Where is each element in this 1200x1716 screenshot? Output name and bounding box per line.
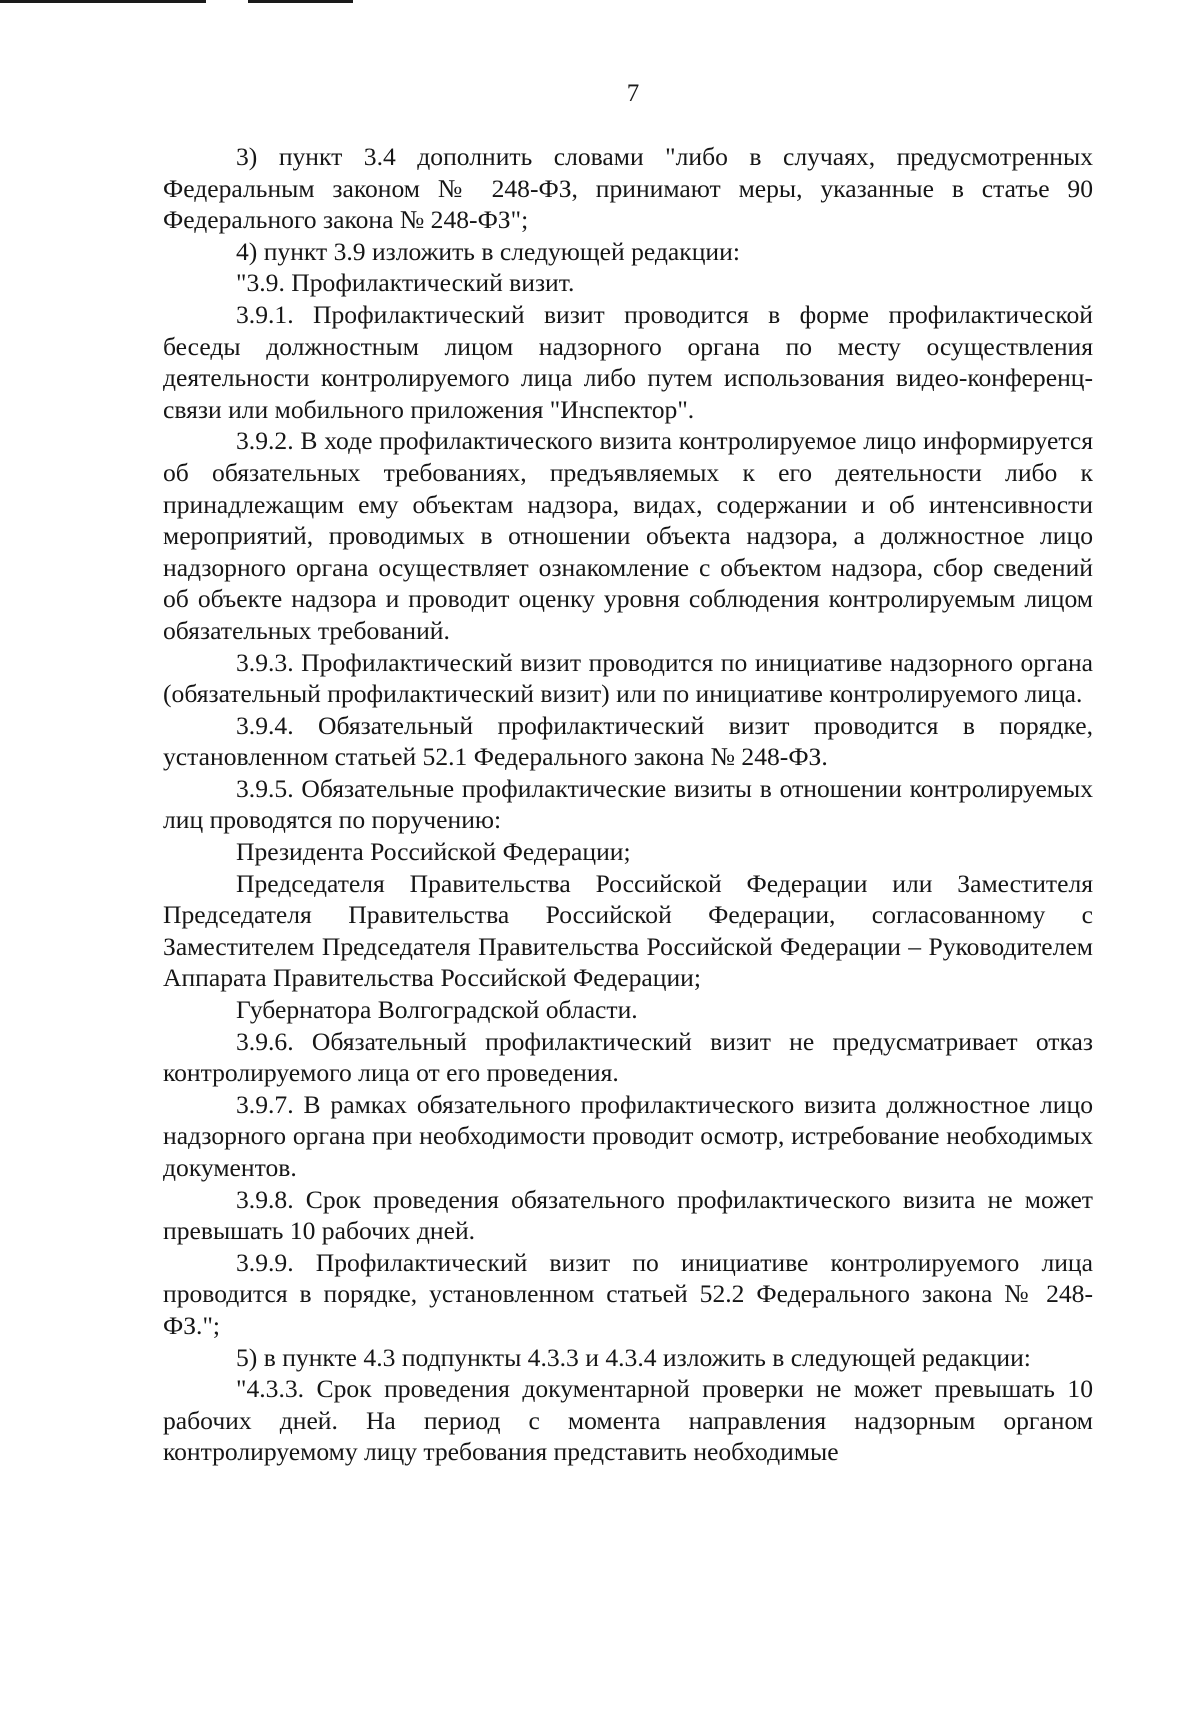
paragraph-item-4: 4) пункт 3.9 изложить в следующей редакции: (236, 236, 740, 266)
paragraph-3-9-4: 3.9.4. Обязательный профилактический визит проводится в порядке, установленном статьей 52.1 Федерального закона № 248-ФЗ. (163, 710, 1093, 772)
paragraph-4-3-3: "4.3.3. Срок проведения документарной проверки не может превышать 10 рабочих дней. На период с момента направления надзорным органом контролируемому лицу требования представить необходимые (163, 1374, 1093, 1467)
list-item-government-chairman: Председателя Правительства Российской Федерации или Заместителя Председателя Правительства Российской Федерации, согласованному с Заместителем Председателя Правительства Российской Федерации – Руководителем Аппарата Правительства Российской Федерации; (163, 868, 1093, 993)
section-heading-3-9: "3.9. Профилактический визит. (236, 268, 575, 298)
paragraph-3-9-5: 3.9.5. Обязательные профилактические визиты в отношении контролируемых лиц проводятся по поручению: (163, 773, 1093, 835)
scan-edge-mark (0, 0, 206, 3)
page-number: 7 (626, 80, 640, 107)
list-item-president: Президента Российской Федерации; (236, 837, 631, 867)
paragraph-3-9-7: 3.9.7. В рамках обязательного профилактического визита должностное лицо надзорного органа при необходимости проводит осмотр, истребование необходимых документов. (163, 1089, 1093, 1182)
paragraph-3-9-1: 3.9.1. Профилактический визит проводится в форме профилактической беседы должностным лицом надзорного органа по месту осуществления деятельности контролируемого лица либо путем использования видео-конференц-связи или мобильного приложения "Инспектор". (163, 299, 1093, 424)
document-body (163, 141, 1093, 1468)
paragraph-3-9-8: 3.9.8. Срок проведения обязательного профилактического визита не может превышать 10 рабочих дней. (163, 1184, 1093, 1246)
scan-edge-mark (248, 0, 353, 3)
paragraph-item-5: 5) в пункте 4.3 подпункты 4.3.3 и 4.3.4 изложить в следующей редакции: (236, 1342, 1031, 1372)
paragraph-item-3: 3) пункт 3.4 дополнить словами "либо в случаях, предусмотренных Федеральным законом № 248-ФЗ, принимают меры, указанные в статье 90 Федерального закона № 248-ФЗ"; (163, 142, 1093, 235)
paragraph-3-9-2: 3.9.2. В ходе профилактического визита контролируемое лицо информируется об обязательных требованиях, предъявляемых к его деятельности либо к принадлежащим ему объектам надзора, видах, содержании и об интенсивности мероприятий, проводимых в отношении объекта надзора, а должностное лицо надзорного органа осуществляет ознакомление с объектом надзора, сбор сведений об объекте надзора и проводит оценку уровня соблюдения контролируемым лицом обязательных требований. (163, 426, 1093, 645)
list-item-governor: Губернатора Волгоградской области. (236, 995, 638, 1025)
paragraph-3-9-6: 3.9.6. Обязательный профилактический визит не предусматривает отказ контролируемого лица от его проведения. (163, 1026, 1093, 1088)
paragraph-3-9-3: 3.9.3. Профилактический визит проводится по инициативе надзорного органа (обязательный профилактический визит) или по инициативе контролируемого лица. (163, 647, 1093, 709)
paragraph-3-9-9: 3.9.9. Профилактический визит по инициативе контролируемого лица проводится в порядке, установленном статьей 52.2 Федерального закона № 248-ФЗ."; (163, 1247, 1093, 1340)
